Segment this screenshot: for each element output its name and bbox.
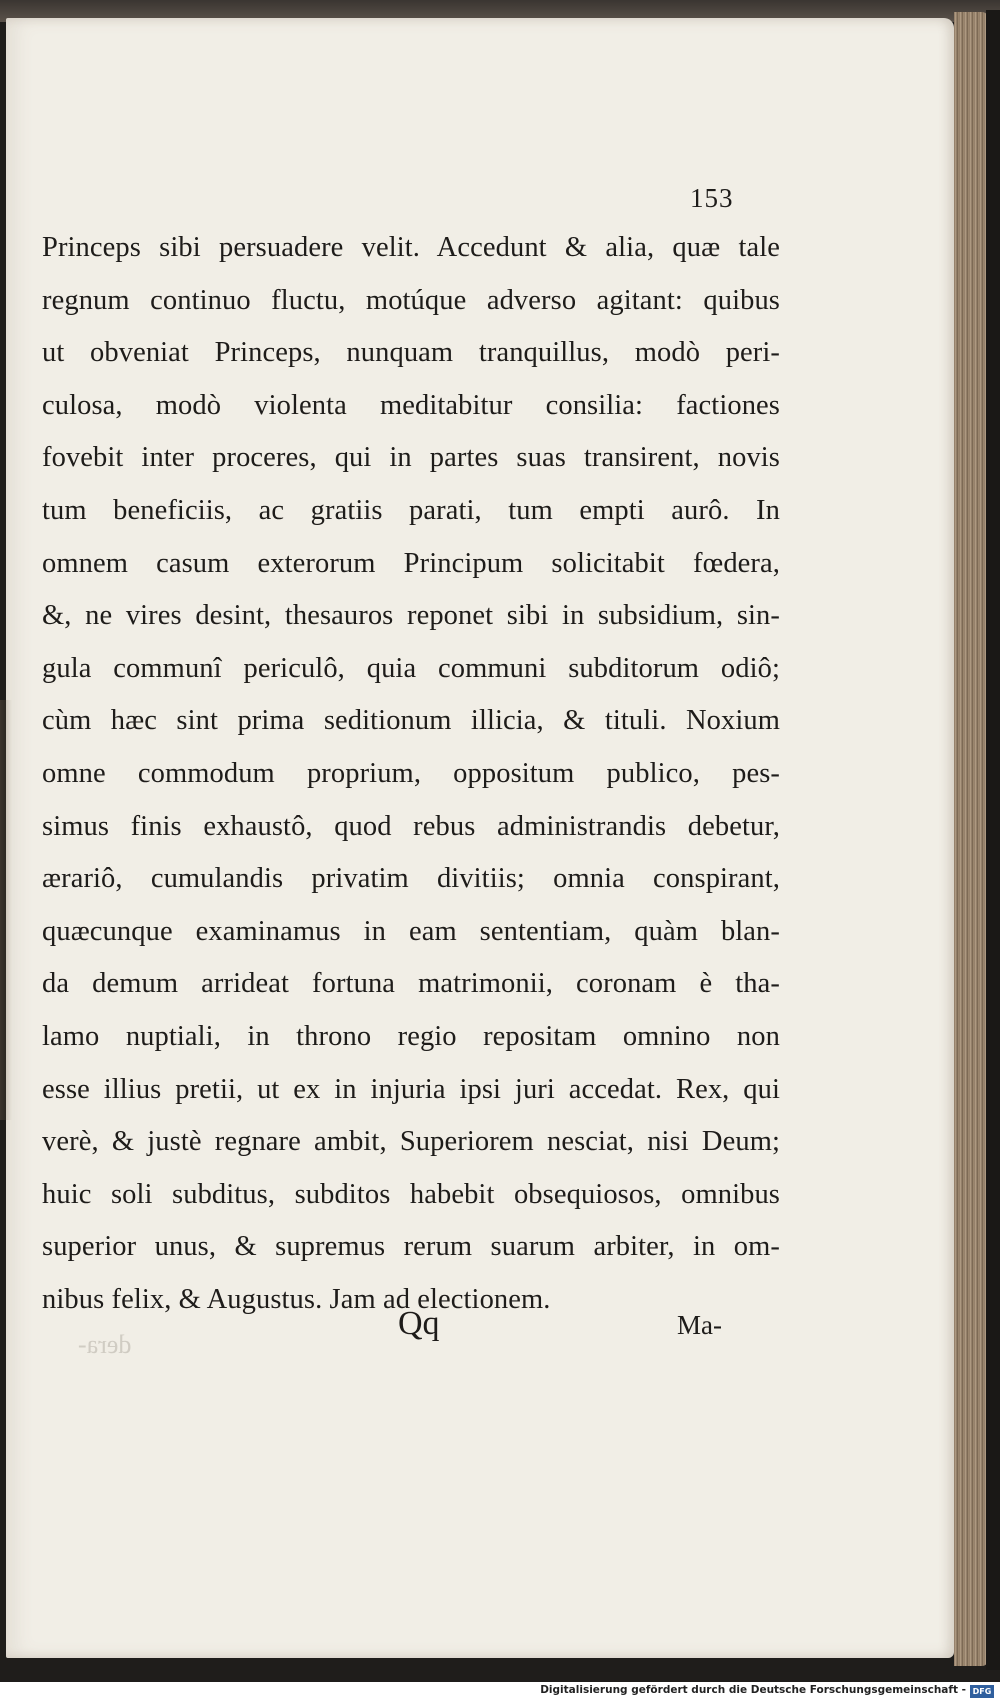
body-text — [42, 222, 780, 1326]
bleed-through-text: dera- — [78, 1330, 132, 1359]
text-line: Princeps sibi persuadere velit. Accedunt & alia, quæ tale — [42, 232, 780, 263]
text-line: da demum arrideat fortuna matrimonii, coronam è tha- — [42, 968, 780, 1000]
signature-mark: Qq — [398, 1305, 440, 1342]
text-line: omne commodum proprium, oppositum publico, pes- — [42, 757, 780, 789]
text-line: &, ne vires desint, thesauros reponet sibi in subsidium, sin- — [42, 600, 780, 632]
text-line: fovebit inter proceres, qui in partes suas transirent, novis — [42, 442, 780, 474]
book-edge-shadow — [986, 10, 1000, 1670]
text-line: esse illius pretii, ut ex in injuria ipsi juri accedat. Rex, qui — [42, 1073, 780, 1105]
text-line: simus finis exhaustô, quod rebus administrandis debetur, — [42, 810, 780, 842]
text-line: verè, & justè regnare ambit, Superiorem nesciat, nisi Deum; — [42, 1126, 780, 1158]
digitization-credit: Digitalisierung gefördert durch die Deutsche Forschungsgemeinschaft - — [540, 1684, 966, 1696]
page-number: 153 — [690, 183, 734, 213]
text-line: superior unus, & supremus rerum suarum arbiter, in om- — [42, 1231, 780, 1263]
text-line: gula communî periculô, quia communi subditorum odiô; — [42, 652, 780, 684]
text-line: cùm hæc sint prima seditionum illicia, & tituli. Noxium — [42, 705, 780, 737]
catchword: Ma- — [677, 1310, 722, 1340]
text-line: huic soli subditus, subditos habebit obsequiosos, omnibus — [42, 1178, 780, 1210]
dfg-logo: DFG — [970, 1685, 994, 1698]
text-line: ut obveniat Princeps, nunquam tranquillus, modò peri- — [42, 337, 780, 369]
text-line: tum beneficiis, ac gratiis parati, tum empti aurô. In — [42, 494, 780, 526]
text-line: quæcunque examinamus in eam sententiam, quàm blan- — [42, 915, 780, 947]
text-line: nibus felix, & Augustus. Jam ad electionem. — [42, 1283, 551, 1315]
gutter-bleed — [0, 700, 12, 1120]
text-line: omnem casum exterorum Principum solicitabit fœdera, — [42, 547, 780, 579]
book-page-edges — [954, 12, 988, 1666]
text-line: lamo nuptiali, in throno regio repositam omnino non — [42, 1020, 780, 1052]
text-line: regnum continuo fluctu, motúque adverso agitant: quibus — [42, 284, 780, 316]
text-line: culosa, modò violenta meditabitur consilia: factiones — [42, 389, 780, 421]
text-line: ærariô, cumulandis privatim divitiis; omnia conspirant, — [42, 863, 780, 895]
